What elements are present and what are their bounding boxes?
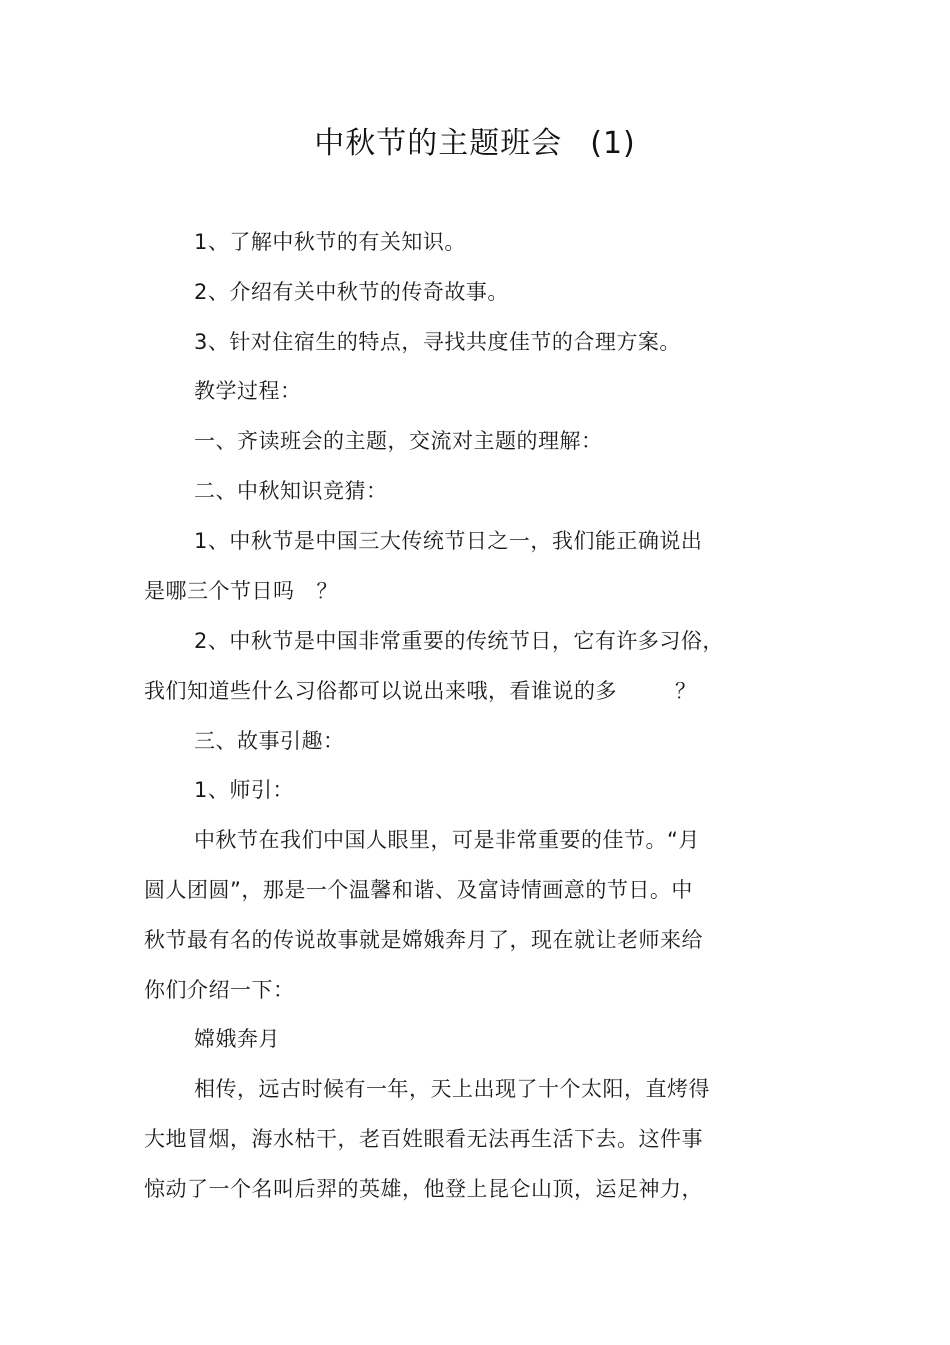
paragraph-line xyxy=(194,526,702,556)
line-text: 圆人团圆”，那是一个温馨和谐、及富诗情画意的节日。中 xyxy=(144,878,693,902)
line-text: 2、中秋节是中国非常重要的传统节日，它有许多习俗， xyxy=(194,629,724,653)
line-text: 相传，远古时候有一年，天上出现了十个太阳，直烤得 xyxy=(194,1077,710,1101)
line-text: 中秋节在我们中国人眼里，可是非常重要的佳节。“月 xyxy=(194,828,700,852)
paragraph-line xyxy=(194,1074,710,1104)
paragraph-line xyxy=(144,1174,703,1204)
paragraph-line xyxy=(194,825,700,855)
paragraph-line xyxy=(194,726,345,756)
line-text: 1、了解中秋节的有关知识。 xyxy=(194,230,466,254)
line-text: 一、齐读班会的主题，交流对主题的理解： xyxy=(194,429,603,453)
line-text: 我们知道些什么习俗都可以说出来哦，看谁说的多 xyxy=(144,679,617,703)
title-text: 中秋节的主题班会 xyxy=(314,126,563,161)
line-text: 2、介绍有关中秋节的传奇故事。 xyxy=(194,280,509,304)
line-text: 是哪三个节日吗 xyxy=(144,579,295,603)
document-title xyxy=(0,122,950,166)
line-text: 教学过程： xyxy=(194,379,302,403)
paragraph-line xyxy=(194,376,302,406)
line-text: 1、中秋节是中国三大传统节日之一，我们能正确说出 xyxy=(194,529,703,553)
paragraph-line xyxy=(144,925,703,955)
paragraph-line xyxy=(144,676,697,706)
line-text: 嫦娥奔月 xyxy=(194,1027,280,1051)
paragraph-line xyxy=(194,426,603,456)
line-text: 惊动了一个名叫后羿的英雄，他登上昆仑山顶，运足神力， xyxy=(144,1177,703,1201)
paragraph-line xyxy=(194,277,509,307)
line-tail: ？ xyxy=(675,679,697,703)
line-text: 秋节最有名的传说故事就是嫦娥奔月了，现在就让老师来给 xyxy=(144,928,703,952)
paragraph-line xyxy=(194,227,466,257)
line-text: 1、师引： xyxy=(194,778,294,802)
line-text: 二、中秋知识竞猜： xyxy=(194,479,388,503)
paragraph-line xyxy=(194,476,388,506)
paragraph-line xyxy=(194,1024,280,1054)
line-text: 3、针对住宿生的特点，寻找共度佳节的合理方案。 xyxy=(194,330,681,354)
paragraph-line xyxy=(144,975,295,1005)
paragraph-line xyxy=(194,775,294,805)
paragraph-line xyxy=(194,626,724,656)
line-text: 三、故事引趣： xyxy=(194,729,345,753)
paragraph-line xyxy=(194,327,681,357)
line-tail: ？ xyxy=(316,579,338,603)
paragraph-line xyxy=(144,576,338,606)
paragraph-line xyxy=(144,875,693,905)
title-suffix: (1) xyxy=(590,126,636,161)
line-text: 大地冒烟，海水枯干，老百姓眼看无法再生活下去。这件事 xyxy=(144,1127,703,1151)
paragraph-line xyxy=(144,1124,703,1154)
line-text: 你们介绍一下： xyxy=(144,978,295,1002)
